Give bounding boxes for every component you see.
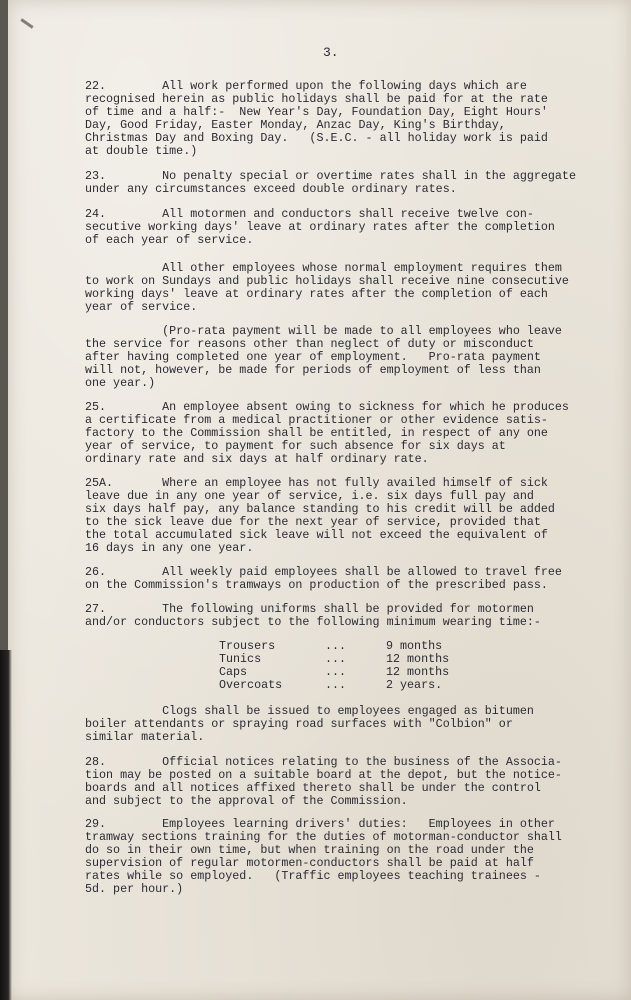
text-line: 23. No penalty special or overtime rates shall in the aggregate bbox=[85, 169, 576, 183]
uniform-item: Trousers bbox=[219, 639, 276, 653]
text-line: leave due in any one year of service, i.e. six days full pay and bbox=[85, 489, 534, 503]
text-line: after having completed one year of employment. Pro-rata payment bbox=[85, 350, 541, 364]
text-line: 22. All work performed upon the following days which are bbox=[85, 79, 527, 93]
text-line: tion may be posted on a suitable board at the depot, but the notice- bbox=[85, 768, 562, 782]
uniform-duration: 9 months bbox=[386, 639, 443, 653]
text-line: recognised herein as public holidays shall be paid for at the rate bbox=[85, 92, 548, 106]
text-line: the total accumulated sick leave will not exceed the equivalent of bbox=[85, 528, 548, 542]
text-line: Christmas Day and Boxing Day. (S.E.C. - all holiday work is paid bbox=[85, 131, 548, 145]
leader-dots: ... bbox=[325, 652, 347, 666]
text-line: boards and all notices affixed thereto shall be under the control bbox=[85, 781, 541, 795]
text-line: 24. All motormen and conductors shall receive twelve con- bbox=[85, 207, 534, 221]
uniform-duration: 2 years. bbox=[386, 678, 443, 692]
text-line: to the sick leave due for the next year of service, provided that bbox=[85, 515, 541, 529]
text-line: will not, however, be made for periods of employment of less than bbox=[85, 363, 541, 377]
text-line: 26. All weekly paid employees shall be allowed to travel free bbox=[85, 565, 562, 579]
text-line: under any circumstances exceed double ordinary rates. bbox=[85, 182, 457, 196]
text-line: All other employees whose normal employment requires them bbox=[85, 261, 562, 275]
text-line: factory to the Commission shall be entitled, in respect of any one bbox=[85, 426, 548, 440]
text-line: secutive working days' leave at ordinary rates after the completion bbox=[85, 220, 555, 234]
uniform-duration: 12 months bbox=[386, 652, 450, 666]
text-line: the service for reasons other than neglect of duty or misconduct bbox=[85, 337, 534, 351]
text-line: of time and a half:- New Year's Day, Foundation Day, Eight Hours' bbox=[85, 105, 548, 119]
text-line: to work on Sundays and public holidays shall receive nine consecutive bbox=[85, 274, 569, 288]
text-line: ordinary rate and six days at half ordinary rate. bbox=[85, 452, 429, 466]
text-line: do so in their own time, but when training on the road under the bbox=[85, 843, 534, 857]
uniform-item: Caps bbox=[219, 665, 248, 679]
page-number: 3. bbox=[323, 45, 339, 60]
page-edge-shadow bbox=[0, 650, 12, 1000]
text-line: six days half pay, any balance standing to his credit will be added bbox=[85, 502, 555, 516]
text-line: boiler attendants or spraying road surfaces with "Colbion" or bbox=[85, 717, 513, 731]
leader-dots: ... bbox=[325, 665, 347, 679]
text-line: of each year of service. bbox=[85, 233, 254, 247]
uniform-duration: 12 months bbox=[386, 665, 450, 679]
text-line: similar material. bbox=[85, 730, 205, 744]
uniform-item: Tunics bbox=[219, 652, 262, 666]
leader-dots: ... bbox=[325, 678, 347, 692]
text-line: 16 days in any one year. bbox=[85, 541, 254, 555]
text-line: tramway sections training for the duties of motorman-conductor shall bbox=[85, 830, 562, 844]
text-line: rates while so employed. (Traffic employees teaching trainees - bbox=[85, 869, 541, 883]
text-line: one year.) bbox=[85, 376, 156, 390]
text-line: 28. Official notices relating to the business of the Associa- bbox=[85, 755, 562, 769]
text-line: at double time.) bbox=[85, 144, 198, 158]
text-line: 29. Employees learning drivers' duties: Employees in other bbox=[85, 817, 555, 831]
leader-dots: ... bbox=[325, 639, 347, 653]
text-line: Clogs shall be issued to employees engaged as bitumen bbox=[85, 704, 534, 718]
text-line: 27. The following uniforms shall be provided for motormen bbox=[85, 602, 534, 616]
text-line: year of service, to payment for such absence for six days at bbox=[85, 439, 506, 453]
text-line: year of service. bbox=[85, 300, 198, 314]
text-line: 5d. per hour.) bbox=[85, 882, 184, 896]
text-line: a certificate from a medical practitioner or other evidence satis- bbox=[85, 413, 548, 427]
text-line: and/or conductors subject to the following minimum wearing time:- bbox=[85, 615, 541, 629]
text-line: supervision of regular motormen-conductors shall be paid at half bbox=[85, 856, 534, 870]
uniform-item: Overcoats bbox=[219, 678, 283, 692]
text-line: Day, Good Friday, Easter Monday, Anzac Day, King's Birthday, bbox=[85, 118, 506, 132]
text-line: and subject to the approval of the Commission. bbox=[85, 794, 408, 808]
text-line: working days' leave at ordinary rates after the completion of each bbox=[85, 287, 548, 301]
text-line: 25. An employee absent owing to sickness for which he produces bbox=[85, 400, 569, 414]
text-line: on the Commission's tramways on production of the prescribed pass. bbox=[85, 578, 548, 592]
text-line: (Pro-rata payment will be made to all employees who leave bbox=[85, 324, 562, 338]
text-line: 25A. Where an employee has not fully availed himself of sick bbox=[85, 476, 548, 490]
